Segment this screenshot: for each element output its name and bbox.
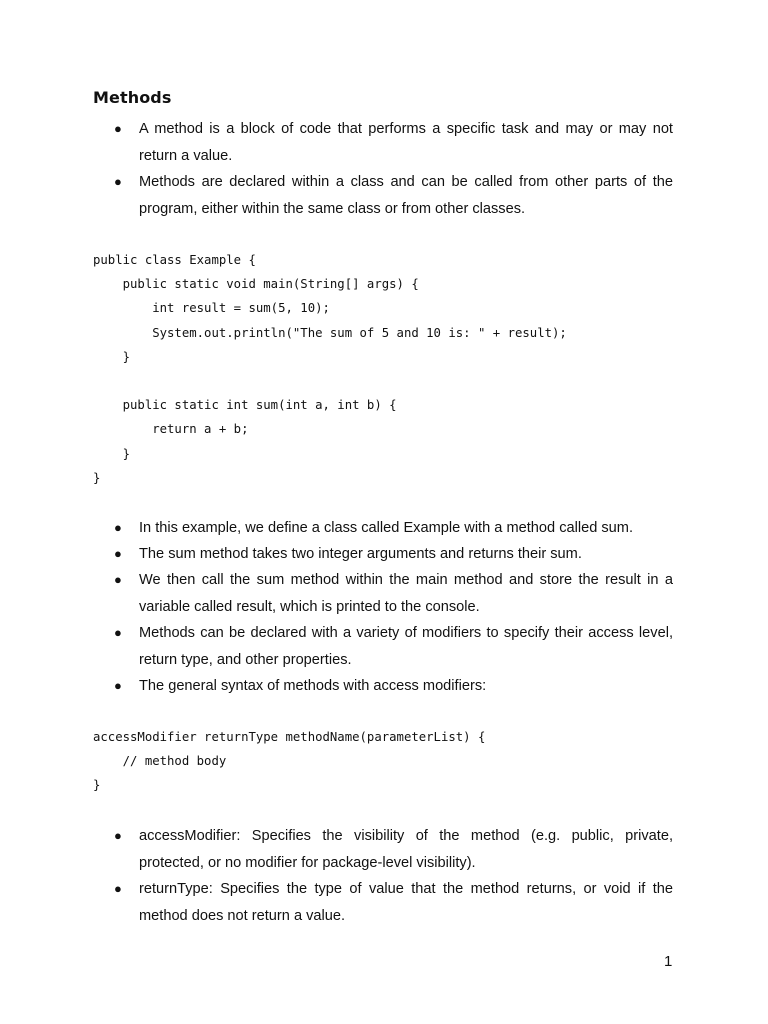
list-item <box>114 823 673 876</box>
list-item <box>114 673 673 700</box>
list-item-text: The general syntax of methods with access modifiers: <box>139 678 487 694</box>
code-line: public static void main(String[] args) { <box>93 277 419 292</box>
list-item-text: In this example, we define a class called Example with a method called sum. <box>139 520 633 536</box>
section-heading: Methods <box>93 88 172 107</box>
list-item <box>114 876 673 929</box>
list-item <box>114 169 673 222</box>
code-line: return a + b; <box>93 422 249 437</box>
bullet-icon: ● <box>114 572 122 587</box>
list-item <box>114 620 673 673</box>
list-item <box>114 567 673 620</box>
bullet-icon: ● <box>114 174 122 189</box>
page-number: 1 <box>664 953 673 970</box>
bullet-icon: ● <box>114 121 122 136</box>
code-line: } <box>93 349 131 364</box>
list-item <box>114 515 673 542</box>
list-item-text: The sum method takes two integer arguments and returns their sum. <box>139 546 582 562</box>
code-line: } <box>93 470 101 485</box>
list-item <box>114 541 673 568</box>
code-line <box>93 369 567 393</box>
list-item-text: returnType: Specifies the type of value that the method returns, or void if the method does not return a value. <box>139 881 673 924</box>
bullet-icon: ● <box>114 828 122 843</box>
code-line: public class Example { <box>93 253 256 267</box>
code-line: System.out.println("The sum of 5 and 10 is: " + result); <box>93 325 567 340</box>
list-item-text: We then call the sum method within the main method and store the result in a variable called result, which is printed to the console. <box>139 572 673 615</box>
list-item <box>114 116 673 169</box>
bullet-icon: ● <box>114 881 122 896</box>
code-line: public static int sum(int a, int b) { <box>93 398 397 413</box>
code-line: int result = sum(5, 10); <box>93 301 330 316</box>
code-line: accessModifier returnType methodName(parameterList) { <box>93 730 486 744</box>
list-item-text: A method is a block of code that performs a specific task and may or may not return a value. <box>139 121 673 164</box>
list-item-text: accessModifier: Specifies the visibility of the method (e.g. public, private, protected, or no modifier for package-level visibility). <box>139 828 673 871</box>
list-item-text: Methods can be declared with a variety of modifiers to specify their access level, return type, and other properties. <box>139 625 673 668</box>
code-line: } <box>93 778 101 793</box>
code-block-syntax <box>93 725 485 798</box>
bullet-icon: ● <box>114 678 122 693</box>
bullet-icon: ● <box>114 546 122 561</box>
code-line: } <box>93 446 131 461</box>
list-item-text: Methods are declared within a class and can be called from other parts of the program, either within the same class or from other classes. <box>139 174 673 217</box>
bullet-icon: ● <box>114 625 122 640</box>
code-block-example <box>93 248 567 490</box>
bullet-icon: ● <box>114 520 122 535</box>
code-line: // method body <box>93 754 227 769</box>
